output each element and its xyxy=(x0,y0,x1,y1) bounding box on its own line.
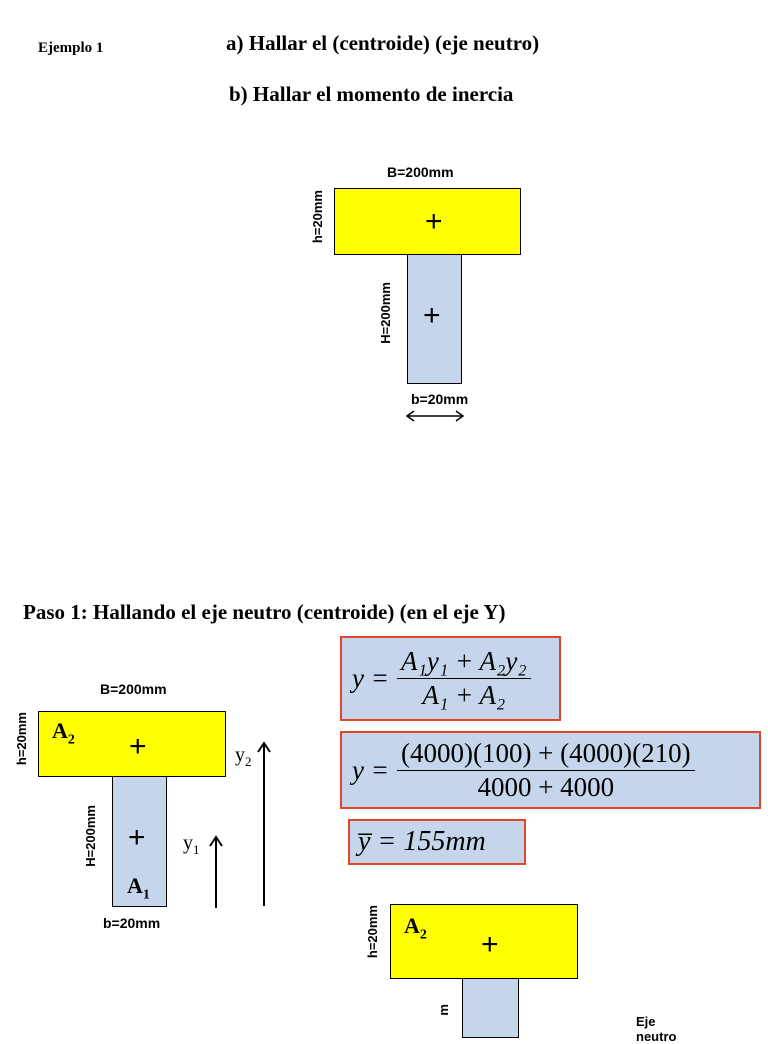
figure1-h-label: h=20mm xyxy=(310,190,325,244)
task-b-heading: b) Hallar el momento de inercia xyxy=(229,82,514,106)
figure2-A2-label: $A_2$ xyxy=(52,718,75,748)
equation-centroid-formula xyxy=(340,636,561,721)
figure3-flange-centroid-mark: + xyxy=(481,928,499,961)
figure1-b-dimension-arrow xyxy=(404,409,466,423)
figure2-A1-label: $A_1$ xyxy=(127,873,150,903)
figure3-flange xyxy=(390,904,578,979)
figure1-flange xyxy=(334,188,521,255)
eq1-fraction xyxy=(397,646,531,711)
figure1-web-centroid-mark: + xyxy=(423,299,441,332)
equation-result: y̅ = 155mm xyxy=(348,819,526,865)
task-a-heading: a) Hallar el (centroide) (eje neutro) xyxy=(226,31,540,55)
figure2-web xyxy=(112,776,167,907)
figure2-y2-label: $y_2$ xyxy=(235,744,252,769)
figure2-flange-centroid-mark: + xyxy=(129,730,147,763)
figure3-H-label-partial: m xyxy=(436,1004,451,1016)
equation-substitution xyxy=(340,731,761,809)
eq2-lhs: y = xyxy=(352,754,389,785)
eq2-fraction xyxy=(397,738,695,803)
figure3-neutral-axis-label: Eje neutro xyxy=(636,1014,677,1044)
eq1-numerator: A₁y₁ + A₂y₂ xyxy=(397,646,531,679)
figure2-b-label: b=20mm xyxy=(103,915,161,931)
eq2-numerator: (4000)(100) + (4000)(210) xyxy=(397,738,695,771)
figure2-B-label: B=200mm xyxy=(100,681,167,697)
figure2-flange xyxy=(38,711,226,777)
figure2-h-label: h=20mm xyxy=(14,712,29,766)
figure3-A2-label: $A_2$ xyxy=(404,913,427,943)
figure2-web-centroid-mark: + xyxy=(128,821,146,854)
figure1-flange-centroid-mark: + xyxy=(425,205,443,238)
figure2-y1-arrow xyxy=(208,834,224,910)
eq1-denominator: A₁ + A₂ xyxy=(422,680,506,710)
example-label: Ejemplo 1 xyxy=(38,40,104,56)
figure3-web xyxy=(462,978,519,1038)
eq1-lhs: y = xyxy=(352,663,389,693)
eq2-denominator: 4000 + 4000 xyxy=(477,771,615,802)
figure2-H-label: H=200mm xyxy=(83,805,98,867)
figure3-h-label: h=20mm xyxy=(365,905,380,959)
figure1-web xyxy=(407,254,462,384)
figure1-H-label: H=200mm xyxy=(378,282,393,344)
figure2-y2-arrow xyxy=(256,740,272,908)
figure2-y1-label: $y_1$ xyxy=(183,832,200,857)
figure1-B-label: B=200mm xyxy=(387,164,454,180)
figure1-b-label: b=20mm xyxy=(411,391,469,407)
step1-title: Paso 1: Hallando el eje neutro (centroide) (en el eje Y) xyxy=(23,600,506,624)
